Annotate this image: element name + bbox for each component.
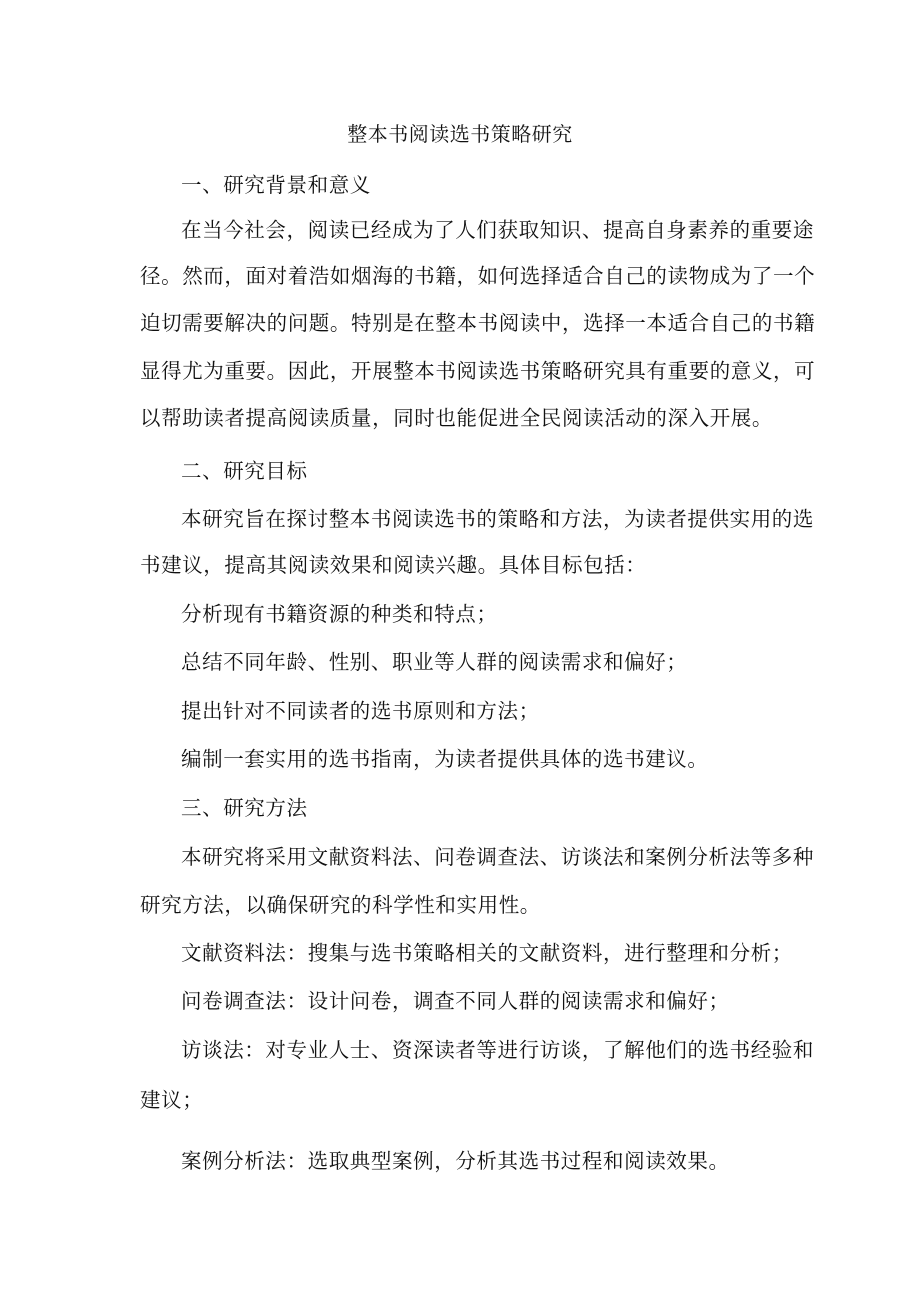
paragraph-line: 迫切需要解决的问题。特别是在整本书阅读中，选择一本适合自己的书籍 [140,311,816,335]
list-item: 总结不同年龄、性别、职业等人群的阅读需求和偏好； [181,650,688,674]
paragraph-line: 以帮助读者提高阅读质量，同时也能促进全民阅读活动的深入开展。 [140,406,773,430]
paragraph-line: 本研究将采用文献资料法、问卷调查法、访谈法和案例分析法等多种 [181,845,814,869]
list-item: 分析现有书籍资源的种类和特点； [181,602,498,626]
paragraph-line: 在当今社会，阅读已经成为了人们获取知识、提高自身素养的重要途 [181,218,814,242]
paragraph-line: 本研究旨在探讨整本书阅读选书的策略和方法，为读者提供实用的选 [181,507,814,531]
section-heading-methods: 三、研究方法 [181,796,308,820]
list-item: 访谈法：对专业人士、资深读者等进行访谈，了解他们的选书经验和 [181,1038,814,1062]
paragraph-line: 径。然而，面对着浩如烟海的书籍，如何选择适合自己的读物成为了一个 [140,264,816,288]
paragraph-line: 显得尤为重要。因此，开展整本书阅读选书策略研究具有重要的意义，可 [140,359,816,383]
paragraph-line: 书建议，提高其阅读效果和阅读兴趣。具体目标包括： [140,553,647,577]
paragraph-line: 建议； [140,1088,204,1112]
list-item: 案例分析法：选取典型案例，分析其选书过程和阅读效果。 [181,1149,730,1173]
list-item: 提出针对不同读者的选书原则和方法； [181,699,540,723]
list-item: 问卷调查法：设计问卷，调查不同人群的阅读需求和偏好； [181,989,730,1013]
paragraph-line: 研究方法，以确保研究的科学性和实用性。 [140,893,541,917]
list-item: 文献资料法：搜集与选书策略相关的文献资料，进行整理和分析； [181,941,793,965]
document-title: 整本书阅读选书策略研究 [347,122,573,146]
section-heading-goals: 二、研究目标 [181,459,308,483]
section-heading-background: 一、研究背景和意义 [181,173,371,197]
list-item: 编制一套实用的选书指南，为读者提供具体的选书建议。 [181,747,709,771]
